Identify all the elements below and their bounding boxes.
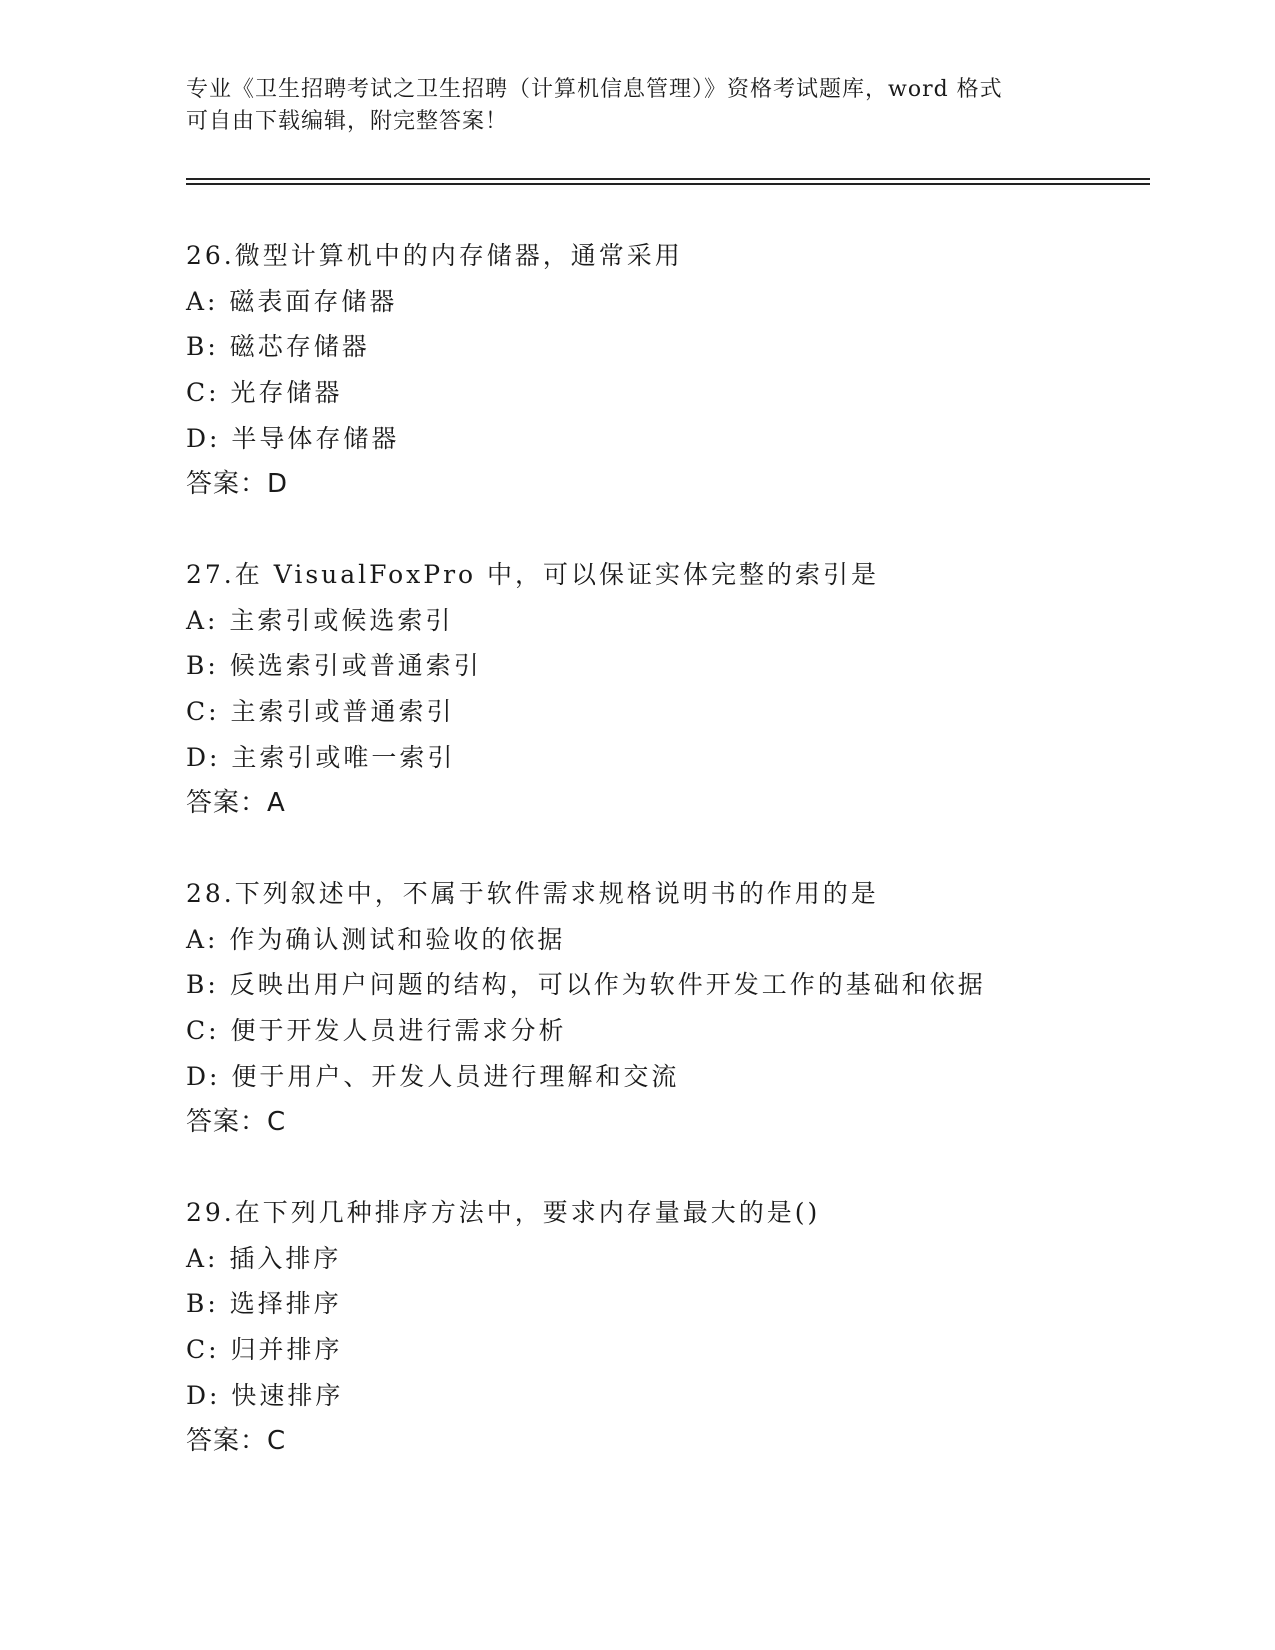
header-divider-bottom	[186, 183, 1150, 185]
question-stem: 28.下列叙述中，不属于软件需求规格说明书的作用的是	[186, 879, 879, 908]
option-a: A: 磁表面存储器	[186, 286, 398, 316]
answer-line: 答案：C	[186, 1425, 287, 1456]
option-b: B: 候选索引或普通索引	[186, 651, 482, 681]
option-d: D: 便于用户、开发人员进行理解和交流	[186, 1061, 680, 1091]
answer-line: 答案：A	[186, 787, 286, 818]
option-a: A: 插入排序	[186, 1243, 342, 1273]
document-header	[186, 74, 1086, 138]
option-c: C: 主索引或普通索引	[186, 697, 455, 727]
question-stem: 27.在 VisualFoxPro 中，可以保证实体完整的索引是	[186, 560, 880, 589]
option-a: A: 主索引或候选索引	[186, 605, 454, 635]
option-d: D: 快速排序	[186, 1380, 344, 1410]
option-c: C: 便于开发人员进行需求分析	[186, 1016, 567, 1046]
option-b: B: 选择排序	[186, 1289, 342, 1319]
question-28	[186, 871, 1166, 1145]
option-b: B: 磁芯存储器	[186, 332, 370, 362]
header-line-2: 可自由下载编辑，附完整答案！	[186, 109, 509, 134]
question-stem: 29.在下列几种排序方法中，要求内存量最大的是()	[186, 1198, 821, 1227]
option-a: A: 作为确认测试和验收的依据	[186, 924, 566, 954]
question-29	[186, 1190, 1166, 1464]
answer-line: 答案：C	[186, 1106, 287, 1137]
answer-line: 答案：D	[186, 468, 289, 499]
question-26	[186, 233, 1166, 507]
option-b: B: 反映出用户问题的结构，可以作为软件开发工作的基础和依据	[186, 970, 986, 1000]
option-c: C: 归并排序	[186, 1335, 343, 1365]
option-c: C: 光存储器	[186, 378, 343, 408]
header-line-1: 专业《卫生招聘考试之卫生招聘（计算机信息管理）》资格考试题库，word 格式	[186, 77, 1003, 102]
header-divider-top	[186, 178, 1150, 180]
option-d: D: 半导体存储器	[186, 423, 400, 453]
question-stem: 26.微型计算机中的内存储器，通常采用	[186, 241, 683, 270]
option-d: D: 主索引或唯一索引	[186, 742, 456, 772]
question-27	[186, 552, 1166, 826]
